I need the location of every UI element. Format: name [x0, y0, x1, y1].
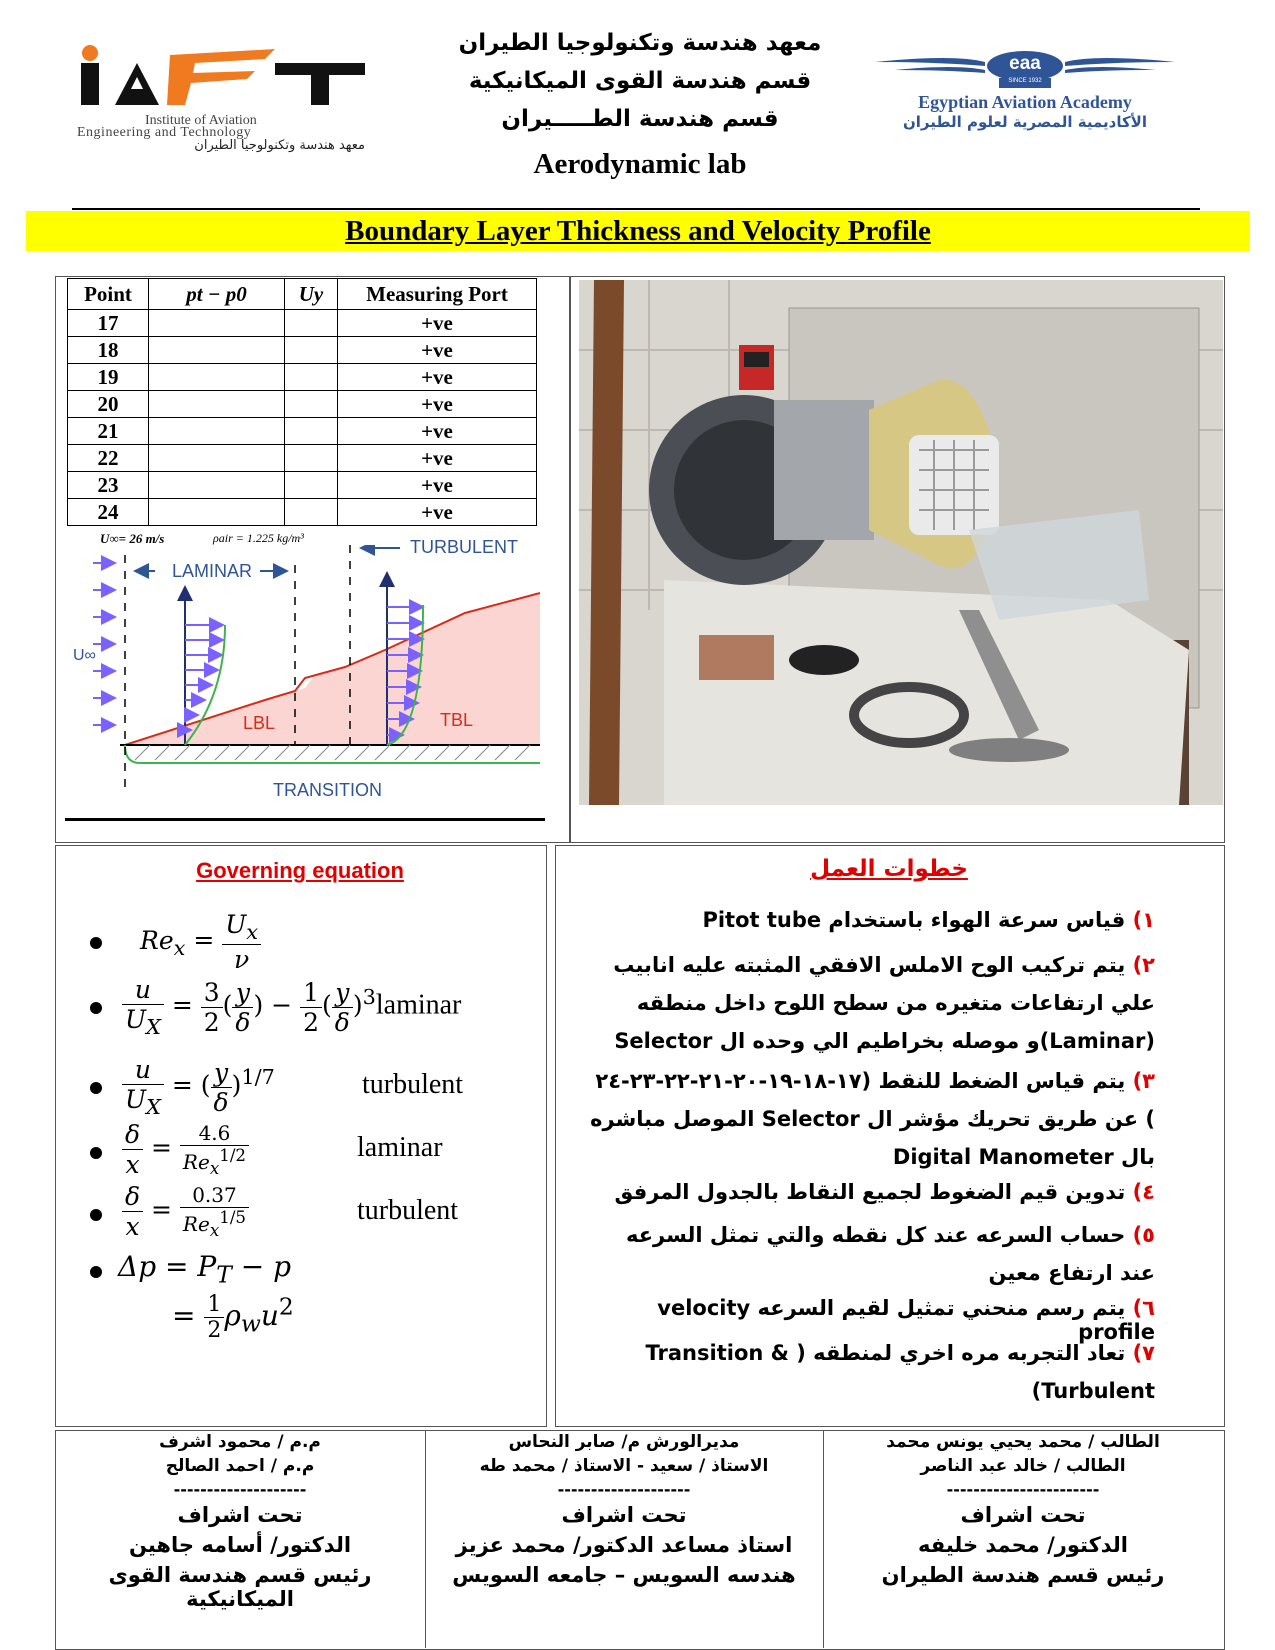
- sig-dash: --------------------: [557, 1480, 691, 1499]
- bullet: [90, 1266, 102, 1278]
- cell-port: +ve: [338, 472, 537, 499]
- cell-pressure[interactable]: [149, 418, 285, 445]
- logo-line3: معهد هندسة وتكنولوجيا الطيران: [194, 138, 365, 153]
- reynolds-equation: $Re_x$ = $\frac{U_x}{\nu}$: [140, 910, 261, 974]
- cell-point: 18: [68, 337, 149, 364]
- cell-point: 17: [68, 310, 149, 337]
- table-row: [68, 418, 537, 445]
- cell-port: +ve: [338, 337, 537, 364]
- cell-pressure[interactable]: [149, 499, 285, 526]
- governing-title: Governing equation: [196, 858, 404, 883]
- eaa-since: SINCE 1932: [1008, 78, 1042, 84]
- turbulent-thickness-equation: $\frac{\delta}{x}$ = $\frac{0.37}{Re_x^{1/5}}$: [122, 1182, 249, 1241]
- cell-point: 23: [68, 472, 149, 499]
- cell-port: +ve: [338, 499, 537, 526]
- transition-label: TRANSITION: [273, 780, 383, 800]
- boundary-layer-svg: [65, 545, 545, 815]
- step-7: ٧) تعاد التجربه مره اخري لمنطقه ( Transition & (Turbulent: [645, 1341, 1155, 1403]
- iaet-logo: [75, 45, 385, 157]
- logo-line1: Institute of Aviation: [145, 113, 257, 128]
- eaa-name-en: Egyptian Aviation Academy: [918, 92, 1132, 112]
- signature-block-right: [823, 1432, 1223, 1587]
- laminar-thickness-equation: $\frac{\delta}{x}$ = $\frac{4.6}{Re_x^{1/2}}$: [122, 1120, 249, 1179]
- bullet: [90, 1082, 102, 1094]
- sig-dash: -----------------------: [946, 1480, 1100, 1499]
- laminar-velocity-equation: $\frac{u}{U_X}$ = $\frac{3}{2}$ ( $\frac{y}{\delta}$ ) − $\frac{1}{2}$ ( $\frac{y}{\delta}$ )$^3$laminar: [122, 975, 461, 1039]
- free-stream-arrows: [93, 563, 115, 725]
- wall-hatch: [135, 745, 530, 760]
- sig-supervision: تحت اشراف: [960, 1503, 1086, 1527]
- sig-supervision: تحت اشراف: [561, 1503, 687, 1527]
- cell-pressure[interactable]: [149, 364, 285, 391]
- boundary-layer-diagram: [65, 531, 545, 815]
- sig-line: هندسه السويس – جامعه السويس: [452, 1563, 796, 1587]
- bullet: [90, 1002, 102, 1014]
- sig-line: م.م / محمود اشرف: [159, 1432, 321, 1452]
- step-3: ٣) يتم قياس الضغط للنقط (١٧-١٨-١٩-٢٠-٢١-٢٢-٢٣-٢٤ ) عن طريق تحريك مؤشر ال Selector الموصل مباشره بال Digital Manometer: [590, 1069, 1155, 1169]
- table-row: [68, 499, 537, 526]
- step-1: ١) قياس سرعة الهواء باستخدام Pitot tube: [702, 908, 1155, 932]
- sig-line: مديرالورش م/ صابر النحاس: [508, 1432, 740, 1452]
- header-rule: [72, 208, 1200, 210]
- cell-point: 20: [68, 391, 149, 418]
- cell-velocity[interactable]: [285, 391, 338, 418]
- page-title: Boundary Layer Thickness and Velocity Profile: [345, 215, 931, 247]
- step-5: ٥) حساب السرعه عند كل نقطه والتي تمثل السرعه عند ارتفاع معين: [625, 1223, 1155, 1285]
- cell-point: 22: [68, 445, 149, 472]
- sig-line: الدكتور/ محمد خليفه: [917, 1533, 1129, 1557]
- table-row: [68, 472, 537, 499]
- cell-pressure[interactable]: [149, 391, 285, 418]
- turbulent-label: TURBULENT: [410, 537, 519, 557]
- rho-label: ρair = 1.225 kg/m³: [213, 531, 304, 545]
- table-row: [68, 391, 537, 418]
- cell-port: +ve: [338, 364, 537, 391]
- col-measuring-port: Measuring Port: [338, 279, 537, 310]
- cell-velocity[interactable]: [285, 364, 338, 391]
- cell-pressure[interactable]: [149, 445, 285, 472]
- tbl-label: TBL: [440, 710, 474, 730]
- cell-point: 24: [68, 499, 149, 526]
- u-inf-label: U∞= 26 m/s: [100, 531, 165, 546]
- dynamic-pressure-equation: = $\frac{1}{2}$ $\rho_wu^2$: [172, 1292, 294, 1343]
- cell-port: +ve: [338, 391, 537, 418]
- cell-pressure[interactable]: [149, 310, 285, 337]
- sig-line: رئيس قسم هندسة الطيران: [881, 1563, 1165, 1587]
- cell-port: +ve: [338, 418, 537, 445]
- table-row: [68, 364, 537, 391]
- lbl-label: LBL: [243, 713, 276, 733]
- lab-name: Aerodynamic lab: [533, 148, 747, 180]
- laminar-tag-2: laminar: [357, 1132, 443, 1163]
- cell-velocity[interactable]: [285, 445, 338, 472]
- cell-port: +ve: [338, 310, 537, 337]
- signature-block-left: [55, 1432, 425, 1611]
- bullet: [90, 937, 102, 949]
- cell-point: 21: [68, 418, 149, 445]
- cell-point: 19: [68, 364, 149, 391]
- title-bar: [26, 211, 1250, 251]
- steps-title: خطوات العمل: [810, 856, 968, 882]
- logo-line2: Engineering and Technology: [77, 125, 252, 140]
- measurement-table: [67, 278, 537, 526]
- bullet: [90, 1209, 102, 1221]
- table-row: [68, 310, 537, 337]
- eaa-name-ar: الأكاديمية المصرية لعلوم الطيران: [902, 113, 1147, 131]
- sig-dash: --------------------: [173, 1480, 307, 1499]
- laminar-label: LAMINAR: [172, 561, 253, 581]
- cell-velocity[interactable]: [285, 499, 338, 526]
- cell-velocity[interactable]: [285, 310, 338, 337]
- sig-line: رئيس قسم هندسة القوى الميكانيكية: [108, 1563, 372, 1611]
- lab-apparatus-photo: [579, 280, 1223, 805]
- cell-velocity[interactable]: [285, 472, 338, 499]
- table-row: [68, 337, 537, 364]
- col-pressure-diff: pt − p0: [149, 279, 285, 310]
- institute-name-ar: معهد هندسة وتكنولوجيا الطيران: [458, 30, 822, 56]
- cell-port: +ve: [338, 445, 537, 472]
- table-row: [68, 445, 537, 472]
- laminar-tag-1: laminar: [375, 989, 462, 1021]
- cell-pressure[interactable]: [149, 472, 285, 499]
- sig-line: الطالب / خالد عبد الناصر: [920, 1456, 1126, 1476]
- sig-line: الطالب / محمد يحيي يونس محمد: [886, 1432, 1160, 1452]
- u-label-left: U∞: [73, 647, 96, 664]
- wind-tunnel-illustration: [579, 280, 1223, 805]
- sig-line: الاستاذ / سعيد - الاستاذ / محمد طه: [479, 1456, 769, 1476]
- sig-line: م.م / احمد الصالح: [165, 1456, 315, 1476]
- cell-velocity[interactable]: [285, 337, 338, 364]
- cell-velocity[interactable]: [285, 418, 338, 445]
- step-4: ٤) تدوين قيم الضغوط لجميع النقاط بالجدول المرفق: [614, 1180, 1155, 1204]
- iaet-logo-mark: [75, 45, 385, 115]
- sig-supervision: تحت اشراف: [177, 1503, 303, 1527]
- turbulent-tag-2: turbulent: [357, 1195, 459, 1226]
- sig-line: استاذ مساعد الدكتور/ محمد عزيز: [455, 1533, 793, 1557]
- sig-line: الدكتور/ أسامه جاهين: [128, 1533, 352, 1557]
- department-aero-ar: قسم هندسة الطـــــيران: [501, 106, 779, 132]
- department-mech-ar: قسم هندسة القوى الميكانيكية: [468, 68, 812, 94]
- diagram-underline: [65, 818, 545, 821]
- signature-block-middle: [425, 1432, 823, 1587]
- turbulent-tag-1: turbulent: [362, 1069, 464, 1100]
- bullet: [90, 1147, 102, 1159]
- col-point: Point: [68, 279, 149, 310]
- eaa-logo: [875, 50, 1175, 140]
- eaa-badge: eaa: [1009, 53, 1041, 74]
- step-2: ٢) يتم تركيب الوح الاملس الافقي المثبته عليه انابيب علي ارتفاعات متغيره من سطح اللوح داخل منطقه (Laminar)و موصله بخراطيم الي وحده ال Selector: [613, 953, 1155, 1053]
- col-velocity: Uy: [285, 279, 338, 310]
- turbulent-velocity-equation: $\frac{u}{U_X}$ = ( $\frac{y}{\delta}$ )$^{1/7}$: [122, 1055, 275, 1119]
- cell-pressure[interactable]: [149, 337, 285, 364]
- step-6: ٦) يتم رسم منحني تمثيل لقيم السرعه velocity profile: [657, 1296, 1155, 1344]
- pressure-difference-equation: $\Delta p = P_T - p$: [118, 1250, 292, 1289]
